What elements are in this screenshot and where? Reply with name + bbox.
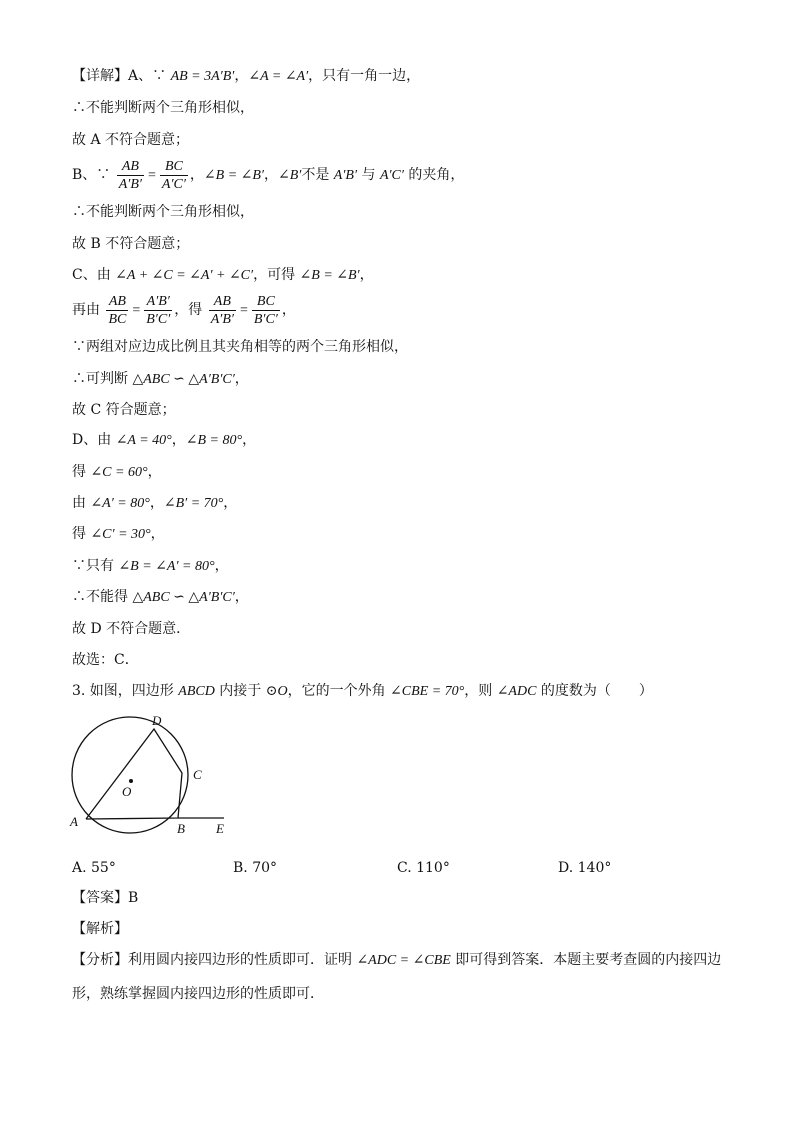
text: 不是 [301,167,334,183]
text: ， [234,589,249,605]
text: ，可得 [253,267,300,283]
math: ∠ADC = ∠CBE [356,953,451,968]
solution-line-1 [72,66,420,87]
text: ∵只有 [72,558,119,574]
text: 的夹角， [403,167,465,183]
numerator: A′B′ [144,293,172,311]
option-b: B. 70° [233,860,278,876]
text: 3. 如图，四边形 [72,683,179,699]
circle-o [72,717,188,833]
math: ∠A + ∠C = ∠A′ + ∠C′ [115,268,254,283]
analysis-line-2: 形，熟练掌握圆内接四边形的性质即可． [72,986,324,1002]
text: 再由 [72,302,105,318]
solution-line-13 [72,462,162,483]
option-a: A. 55° [72,860,116,876]
math: ∠A = 40° [115,433,172,448]
fraction [160,158,188,193]
text: ，得 [174,302,207,318]
text: 得 [72,526,91,542]
fraction [209,293,236,328]
math: ∠C′ = 30° [90,527,151,542]
text: ，它的一个外角 [287,683,391,699]
equals: = [239,303,248,318]
label-d: D [152,713,162,728]
text: ∴不能得 [72,589,133,605]
math: ∠ADC [496,684,537,699]
denominator: B′C′ [253,311,278,327]
math: ∠B = ∠A′ = 80° [118,559,215,574]
label-b: B [177,821,185,836]
text: 即可得到答案．本题主要考查圆的内接四边 [450,952,722,968]
math: ∠B′ [277,168,302,183]
solution-line-19: 故选：C． [72,652,139,668]
text: ， [214,558,229,574]
text: 与 [357,167,380,183]
text: ， [281,302,296,318]
math: ∠C = 60° [90,465,148,480]
solution-line-4 [72,155,464,196]
solution-line-15 [72,524,165,545]
text: 【分析】利用圆内接四边形的性质即可．证明 [72,952,357,968]
denominator: BC [108,311,127,327]
answer-line: 【答案】B [72,890,139,906]
text: ， [223,495,238,511]
analysis-line-1 [72,950,721,971]
equals: = [132,303,141,318]
math: ∠A = ∠A′ [248,69,309,84]
numerator: AB [106,293,128,311]
text: C、由 [72,267,116,283]
fraction [106,293,128,328]
math: A′C′ [379,168,404,183]
text: ， [263,167,278,183]
question-3-stem [72,681,653,702]
text: ， [149,495,164,511]
solution-line-16 [72,556,229,577]
text: B、∵ [72,167,115,183]
text: D、由 [72,432,116,448]
math: AB = 3A′B′ [170,69,235,84]
text: ， [147,464,162,480]
math: ⊙O [265,684,288,699]
label-o: O [122,784,132,799]
equals: = [147,168,156,183]
solution-line-5: ∴不能判断两个三角形相似， [72,204,254,220]
text: ， [171,432,186,448]
text: 【详解】A、∵ [72,68,171,84]
numerator: BC [160,158,188,176]
math: ∠B = 80° [185,433,243,448]
math: △ABC ∽ △A′B′C′ [132,372,235,387]
numerator: AB [209,293,236,311]
text: 内接于 [214,683,266,699]
numerator: AB [117,158,144,176]
text: ， [150,526,165,542]
solution-line-3: 故 A 不符合题意； [72,132,190,148]
label-a: A [70,814,78,829]
text: ，只有一角一边， [308,68,421,84]
center-point [129,779,133,783]
solution-line-10 [72,369,249,390]
text: ∴可判断 [72,371,133,387]
text: 由 [72,495,91,511]
fraction [252,293,280,328]
math: ∠B = ∠B′ [299,268,360,283]
label-c: C [193,767,202,782]
denominator: A′B′ [118,176,142,192]
fraction [144,293,172,328]
math: ∠B = ∠B′ [203,168,264,183]
solution-line-2: ∴不能判断两个三角形相似， [72,100,254,116]
solution-line-9: ∵两组对应边成比例且其夹角相等的两个三角形相似， [72,339,408,355]
text: 得 [72,464,91,480]
analysis-title: 【解析】 [72,921,128,937]
denominator: B′C′ [146,311,171,327]
solution-line-18: 故 D 不符合题意． [72,621,191,637]
text: ，则 [464,683,497,699]
solution-line-8 [72,290,296,331]
math: △ABC ∽ △A′B′C′ [132,590,235,605]
text: ， [234,68,249,84]
solution-line-7 [72,265,374,286]
fraction [117,158,144,193]
text: ， [234,371,249,387]
geometry-figure [66,712,236,842]
numerator: BC [252,293,280,311]
text: ， [242,432,257,448]
denominator: A′C′ [161,176,186,192]
option-d: D. 140° [558,860,612,876]
solution-line-17 [72,587,249,608]
text: ， [359,267,374,283]
label-e: E [216,821,224,836]
solution-line-12 [72,430,256,451]
math: A′B′ [333,168,358,183]
solution-line-14 [72,493,237,514]
math: ∠A′ = 80° [90,496,150,511]
math: ∠CBE = 70° [390,684,465,699]
text: 的度数为（ ） [536,683,653,699]
solution-line-6: 故 B 不符合题意； [72,236,190,252]
quadrilateral-abcd [86,729,182,819]
math: ∠B′ = 70° [163,496,224,511]
solution-line-11: 故 C 符合题意； [72,402,176,418]
denominator: A′B′ [210,311,234,327]
option-c: C. 110° [397,860,450,876]
text: ， [189,167,204,183]
math: ABCD [178,684,215,699]
